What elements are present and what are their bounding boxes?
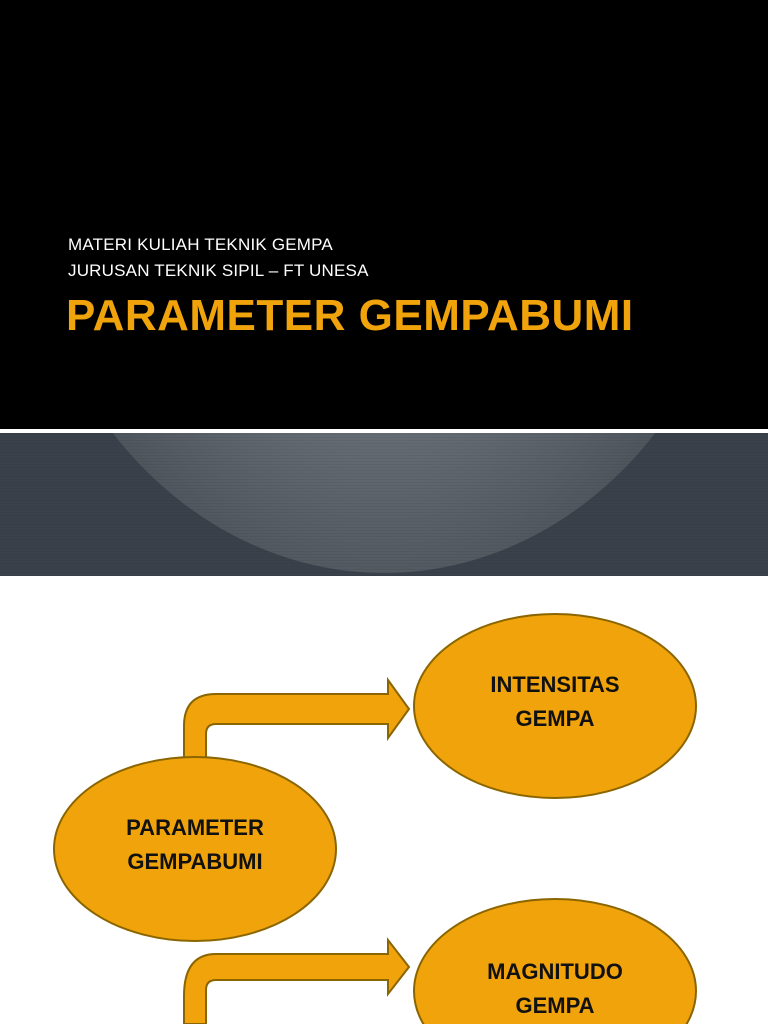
bottom-connector-arrow	[184, 940, 409, 1024]
subtitle-line-department: JURUSAN TEKNIK SIPIL – FT UNESA	[68, 261, 369, 280]
decorative-band	[0, 433, 768, 576]
center-ellipse-label	[54, 811, 336, 879]
top-ellipse-label	[414, 668, 696, 736]
decorative-lines	[0, 433, 768, 576]
bottom-ellipse-label	[414, 955, 696, 1023]
top-connector-arrow	[184, 680, 409, 758]
top-label-line1: INTENSITAS	[490, 672, 620, 697]
top-label-line2: GEMPA	[515, 706, 595, 731]
slide-subtitle	[68, 232, 369, 284]
bottom-label-line1: MAGNITUDO	[487, 959, 623, 984]
subtitle-line-course: MATERI KULIAH TEKNIK GEMPA	[68, 235, 333, 254]
center-label-line2: GEMPABUMI	[127, 849, 263, 874]
slide-title: PARAMETER GEMPABUMI	[66, 291, 634, 340]
diagram-slide	[0, 576, 768, 1024]
bottom-label-line2: GEMPA	[515, 993, 595, 1018]
center-label-line1: PARAMETER	[126, 815, 264, 840]
